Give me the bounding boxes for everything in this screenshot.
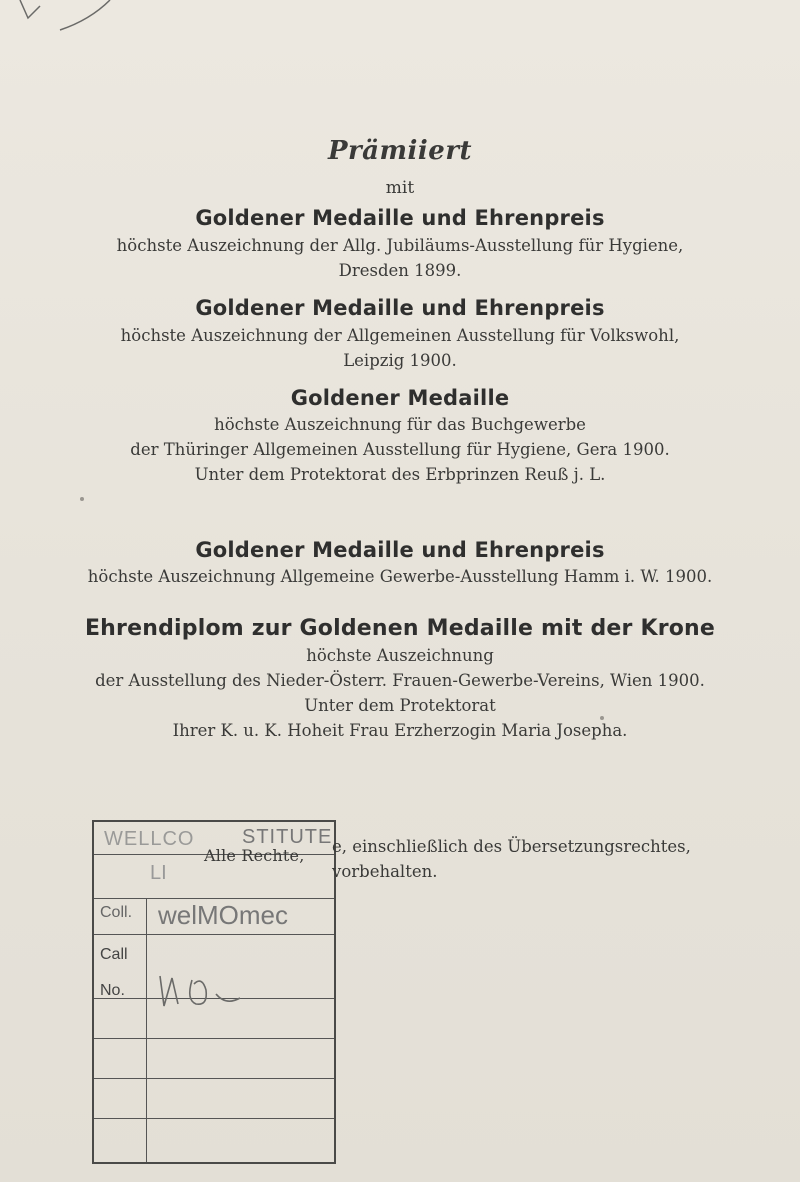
award-heading: Goldener Medaille xyxy=(290,386,510,410)
award-heading: Ehrendiplom zur Goldenen Medaille mit der Krone xyxy=(84,616,716,641)
award-text xyxy=(0,233,800,283)
award-text xyxy=(0,323,800,373)
award-line: Ihrer K. u. K. Hoheit Frau Erzherzogin Maria Josepha. xyxy=(172,721,628,740)
award-text xyxy=(0,564,800,589)
stamp-coll-value: welMOmec xyxy=(158,900,289,930)
award-line: höchste Auszeichnung für das Buchgewerbe xyxy=(214,415,586,434)
award-line: höchste Auszeichnung xyxy=(306,646,494,665)
award-line: Unter dem Protektorat des Erbprinzen Reuß j. L. xyxy=(194,465,606,484)
award-heading: Goldener Medaille und Ehrenpreis xyxy=(195,206,605,230)
award-line: Leipzig 1900. xyxy=(343,351,457,370)
stamp-call-label: Call xyxy=(100,946,128,963)
rights-prefix: Alle Rechte, xyxy=(204,846,305,865)
rights-notice xyxy=(332,834,772,884)
stamp-coll-label: Coll. xyxy=(100,904,133,921)
stamp-no-label: No. xyxy=(100,982,125,999)
page-corner-tear xyxy=(0,0,160,40)
award-line: Dresden 1899. xyxy=(338,261,462,280)
library-stamp xyxy=(92,820,336,1164)
stamp-library: LI xyxy=(150,862,167,884)
award-line: Unter dem Protektorat xyxy=(304,696,496,715)
award-line: der Thüringer Allgemeinen Ausstellung für Hygiene, Gera 1900. xyxy=(130,440,670,459)
rights-line: vorbehalten. xyxy=(332,862,438,881)
award-text xyxy=(0,412,800,487)
award-line: höchste Auszeichnung Allgemeine Gewerbe-Ausstellung Hamm i. W. 1900. xyxy=(87,567,713,586)
handwritten-shelfmark-icon xyxy=(156,970,256,1014)
page-title: Prämiiert xyxy=(327,136,473,166)
award-heading: Goldener Medaille und Ehrenpreis xyxy=(195,296,605,320)
subtitle: mit xyxy=(385,178,415,198)
paper-speck xyxy=(600,716,604,720)
award-line: der Ausstellung des Nieder-Österr. Frauen-Gewerbe-Vereins, Wien 1900. xyxy=(95,671,705,690)
paper-speck xyxy=(80,497,84,501)
award-line: höchste Auszeichnung der Allg. Jubiläums-Ausstellung für Hygiene, xyxy=(116,236,684,255)
rights-line: e, einschließlich des Übersetzungsrechtes, xyxy=(332,837,691,856)
award-line: höchste Auszeichnung der Allgemeinen Ausstellung für Volkswohl, xyxy=(120,326,680,345)
stamp-institution-right: STITUTE xyxy=(242,826,333,848)
award-heading: Goldener Medaille und Ehrenpreis xyxy=(195,538,605,562)
stamp-institution-left: WELLCO xyxy=(104,828,195,850)
award-text xyxy=(0,643,800,743)
